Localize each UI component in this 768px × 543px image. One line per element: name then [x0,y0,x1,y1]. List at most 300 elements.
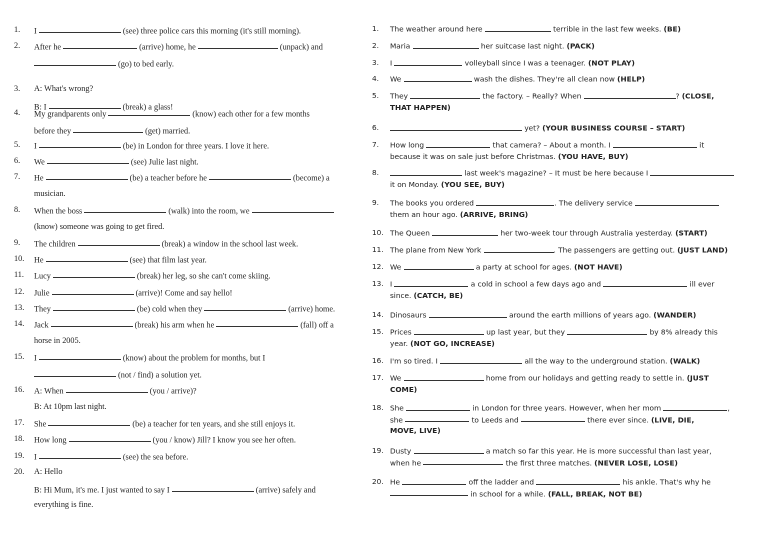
left-question-20 [14,467,359,517]
question-line [34,418,295,428]
question-line [390,91,714,101]
answer-blank[interactable] [390,123,522,131]
answer-blank[interactable] [390,489,468,497]
right-question-12 [372,262,756,274]
question-line [34,451,188,461]
question-text: She [34,419,49,429]
question-text: (see) that film last year. [127,255,207,265]
question-number: 11. [14,270,24,279]
question-number: 3. [372,58,379,67]
question-text: I [34,353,39,363]
left-question-9 [14,238,359,255]
answer-blank[interactable] [209,172,291,180]
question-line [34,189,66,198]
question-number: 6. [14,156,21,165]
question-text: volleyball since I was a teenager. [462,58,589,68]
question-text: (not / find) a solution yet. [116,369,202,379]
question-line [390,140,704,150]
question-text: up last year, but they [483,327,568,337]
question-line [390,279,714,289]
right-question-6 [372,123,756,135]
question-text: I'm so tired. I [390,356,441,366]
question-line [390,41,595,51]
verb-hint: (CATCH, BE) [413,290,463,300]
question-number: 16. [14,385,25,394]
question-text: (arrive) home, he [137,42,198,52]
question-text: (be) in London for three years. I love it here. [120,141,270,151]
question-line [390,103,451,112]
answer-blank[interactable] [53,270,135,278]
question-text: (see) three police cars this morning (it's still morning). [120,26,301,36]
question-number: 17. [372,373,384,382]
right-question-19 [372,446,756,469]
question-text: her suitcase last night. [478,41,567,51]
right-question-16 [372,356,756,368]
answer-blank[interactable] [429,310,507,318]
question-text: (see) the sea before. [120,452,189,462]
question-text: The weather around here [390,24,485,34]
answer-blank[interactable] [46,172,128,180]
question-text: a match so far this year. He is more successful than last year, [483,446,712,456]
answer-blank[interactable] [404,74,472,82]
question-text: (you / know) Jill? I know you see her often. [150,435,296,445]
answer-blank[interactable] [53,303,135,311]
answer-blank[interactable] [613,140,697,148]
question-text: Maria [390,41,413,51]
question-line [34,254,207,264]
question-text: she [390,415,406,425]
verb-hint: (ARRIVE, BRING) [459,209,529,219]
question-number: 18. [14,434,25,443]
question-line [34,402,107,411]
right-question-10 [372,228,756,240]
question-text: when he [390,458,424,468]
right-question-13 [372,279,756,302]
question-text: B: I [34,101,49,111]
answer-blank[interactable] [402,477,466,485]
left-question-15 [14,352,359,385]
question-number: 13. [372,279,384,288]
question-text: (fall) off a [298,320,334,330]
question-text: yet? [522,123,543,133]
question-text: (walk) into the room, we [166,206,252,216]
question-line [34,41,323,51]
answer-blank[interactable] [198,41,278,49]
question-text: B: Hi Mum, it's me. I just wanted to say I [34,484,172,494]
question-line [34,238,298,248]
answer-blank[interactable] [484,245,554,253]
left-question-11 [14,270,359,287]
question-text: (go) to bed early. [116,58,174,68]
question-text: She [390,403,407,413]
question-number: 13. [14,303,25,312]
question-text: (unpack) and [277,42,323,52]
verb-hint: THAT HAPPEN) [390,102,451,112]
question-text: (break) a window in the school last week. [159,239,299,249]
answer-blank[interactable] [521,415,585,423]
question-text: He [34,255,46,265]
question-text: Lucy [34,271,53,281]
question-text: last week's magazine? – It must be here because I [462,168,651,178]
question-text: Prices [390,327,414,337]
question-line [390,228,707,238]
question-number: 17. [14,418,25,427]
right-question-11 [372,245,756,257]
question-line [390,426,441,435]
answer-blank[interactable] [414,327,484,335]
answer-blank[interactable] [73,125,143,133]
question-text: , [727,403,730,413]
question-text: in London for three years. However, when her mom [470,403,664,413]
answer-blank[interactable] [204,303,286,311]
question-line [34,336,81,345]
question-text: How long [390,140,427,150]
question-text: I [390,279,395,289]
question-line [390,477,711,487]
question-text: (be) a teacher before he [127,173,209,183]
question-text: home from our holidays and getting ready to settle in. [483,373,687,383]
left-question-19 [14,451,359,468]
left-question-6 [14,156,359,173]
left-question-2 [14,41,359,74]
question-text: They [34,304,53,314]
answer-blank[interactable] [84,205,166,213]
question-text: (get) married. [143,125,191,135]
verb-hint: (JUST [686,373,709,383]
answer-blank[interactable] [567,327,647,335]
question-number: 19. [14,451,25,460]
question-text: I [34,452,39,462]
question-line [390,339,495,348]
question-text: in school for a while. [468,489,548,499]
verb-hint: (YOUR BUSINESS COURSE – START) [542,123,686,133]
verb-hint: (START) [675,228,708,238]
answer-blank[interactable] [47,156,129,164]
answer-blank[interactable] [440,356,522,364]
question-text: it on Monday. [390,179,442,189]
question-text: A: What's wrong? [34,84,94,93]
question-line [390,356,700,366]
question-text: since. [390,290,414,300]
answer-blank[interactable] [635,198,719,206]
question-text: (arrive) safely and [253,484,316,494]
question-text: The plane from New York [390,245,484,255]
question-text: around the earth millions of years ago. [506,310,654,320]
answer-blank[interactable] [69,434,151,442]
answer-blank[interactable] [46,254,128,262]
question-text: (you / arrive)? [147,386,197,396]
left-question-12 [14,287,359,304]
question-text: Dinosaurs [390,310,429,320]
question-number: 14. [14,319,25,328]
question-text: After he [34,42,64,52]
answer-blank[interactable] [584,91,676,99]
question-number: 20. [14,467,25,476]
question-line [34,484,316,494]
question-text: (break) his arm when he [132,320,217,330]
question-number: 10. [372,228,384,237]
verb-hint: (LIVE, DIE, [651,415,695,425]
question-text: year. [390,338,411,348]
left-question-7 [14,172,359,205]
question-number: 4. [372,74,379,83]
answer-blank[interactable] [39,352,121,360]
answer-blank[interactable] [413,41,479,49]
question-number: 15. [372,327,384,336]
question-line [34,84,93,93]
verb-hint: (FALL, BREAK, NOT BE) [547,489,643,499]
question-line [390,310,696,320]
question-line [390,385,417,394]
question-text: (be) cold when they [134,304,205,314]
answer-blank[interactable] [52,287,134,295]
left-question-5 [14,140,359,157]
question-number: 7. [14,172,21,181]
verb-hint: COME) [390,384,418,394]
answer-blank[interactable] [405,415,469,423]
answer-blank[interactable] [404,373,484,381]
answer-blank[interactable] [432,228,498,236]
question-line [390,198,719,208]
question-line [390,245,728,255]
question-line [34,385,197,395]
question-line [390,168,734,178]
question-line [390,489,642,499]
answer-blank[interactable] [39,451,121,459]
right-question-20 [372,477,756,500]
verb-hint: (YOU SEE, BUY) [441,179,505,189]
question-line [390,58,635,68]
question-text: the first three matches. [503,458,595,468]
right-question-15 [372,327,756,350]
question-text: his ankle. That's why he [620,477,711,487]
question-number: 5. [372,91,379,100]
answer-blank[interactable] [48,418,130,426]
question-text: The books you ordered [390,198,477,208]
question-number: 19. [372,446,384,455]
verb-hint: (YOU HAVE, BUY) [558,151,629,161]
answer-blank[interactable] [476,198,554,206]
question-text: Jack [34,320,51,330]
question-number: 12. [372,262,384,271]
answer-blank[interactable] [603,279,687,287]
question-line [390,446,712,456]
question-text: I [34,141,39,151]
answer-blank[interactable] [51,319,133,327]
question-line [34,467,62,476]
answer-blank[interactable] [216,319,298,327]
left-question-4 [14,108,359,141]
verb-hint: (NOT PLAY) [588,58,635,68]
question-text: (become) a [290,173,330,183]
question-text: to Leeds and [469,415,521,425]
question-text: We [390,74,404,84]
question-line [34,319,334,329]
question-text: (see) Julie last night. [128,157,199,167]
question-number: 2. [14,41,21,50]
question-text: her two-week tour through Australia yesterday. [498,228,676,238]
question-number: 11. [372,245,384,254]
question-line [34,303,335,313]
question-text: ? [675,91,682,101]
question-number: 10. [14,254,25,263]
question-text: . The passengers are getting out. [553,245,678,255]
question-line [34,172,330,182]
answer-blank[interactable] [404,262,474,270]
question-text: them an hour ago. [390,209,460,219]
question-line [34,500,93,509]
answer-blank[interactable] [172,484,254,492]
question-text: horse in 2005. [34,335,81,345]
question-text: Julie [34,288,52,298]
question-text: everything is fine. [34,500,94,509]
right-question-4 [372,74,756,86]
verb-hint: (CLOSE, [681,91,715,101]
verb-hint: (WANDER) [653,310,697,320]
answer-blank[interactable] [406,403,470,411]
question-text: My grandparents only [34,109,109,119]
verb-hint: (BE) [663,24,681,34]
right-question-5 [372,91,756,114]
answer-blank[interactable] [423,458,503,466]
question-text: We [34,157,47,167]
question-text: (break) a glass! [120,101,174,111]
question-line [390,74,645,84]
question-text: (know) each other for a few months [190,109,310,119]
answer-blank[interactable] [485,24,551,32]
question-text: (break) her leg, so she can't come skiing. [134,271,271,281]
question-line [34,434,296,444]
answer-blank[interactable] [426,140,490,148]
question-text: B: At 10pm last night. [34,401,107,411]
question-text: He [390,477,403,487]
answer-blank[interactable] [390,168,462,176]
answer-blank[interactable] [394,279,468,287]
answer-blank[interactable] [394,58,462,66]
question-text: ill ever [687,279,715,289]
question-text: Dusty [390,446,414,456]
left-question-18 [14,434,359,451]
right-question-14 [372,310,756,322]
question-text: by 8% already this [647,327,718,337]
question-number: 9. [372,198,379,207]
question-text: I [34,26,39,36]
answer-blank[interactable] [66,385,148,393]
question-line [34,108,310,118]
answer-blank[interactable] [34,369,116,377]
question-text: there ever since. [584,415,652,425]
question-line [390,24,681,34]
question-text: How long [34,435,69,445]
question-text: The children [34,239,78,249]
left-question-13 [14,303,359,320]
answer-blank[interactable] [536,477,620,485]
question-text: (be) a teacher for ten years, and she still enjoys it. [130,419,296,429]
question-text: We [390,373,404,383]
question-text: before they [34,125,74,135]
right-question-9 [372,198,756,221]
answer-blank[interactable] [78,238,160,246]
answer-blank[interactable] [663,403,730,413]
question-line [390,210,528,219]
verb-hint: (JUST LAND) [677,245,728,255]
left-question-1 [14,25,359,42]
answer-blank[interactable] [650,168,734,176]
question-text: . The delivery service [554,198,635,208]
left-question-10 [14,254,359,271]
question-text: (arrive)! Come and say hello! [133,288,233,298]
question-line [390,262,622,272]
question-number: 9. [14,238,21,247]
question-line [34,270,271,280]
question-text: a party at school for ages. [473,262,575,272]
question-line [390,403,730,413]
question-line [34,352,265,362]
question-text: off the ladder and [466,477,537,487]
verb-hint: (NEVER LOSE, LOSE) [594,458,678,468]
answer-blank[interactable] [252,205,334,213]
question-text: I [390,58,395,68]
answer-blank[interactable] [34,58,116,66]
question-text: terrible in the last few weeks. [550,24,664,34]
question-text: a cold in school a few days ago and [468,279,604,289]
question-line [34,25,301,35]
question-line [34,58,174,68]
question-number: 12. [14,287,25,296]
verb-hint: MOVE, LIVE) [390,426,441,435]
right-question-8 [372,168,756,191]
question-number: 8. [372,168,379,177]
verb-hint: (PACK) [566,41,595,51]
question-line [390,415,694,425]
question-line [34,140,269,150]
verb-hint: (HELP) [617,74,645,84]
answer-blank[interactable] [108,108,190,116]
question-line [390,152,628,161]
answer-blank[interactable] [39,140,121,148]
left-question-17 [14,418,359,435]
question-number: 1. [14,25,21,34]
question-text: (know) someone was going to get fired. [34,221,165,231]
question-line [34,205,334,215]
question-line [390,291,463,300]
answer-blank[interactable] [63,41,137,49]
question-text: musician. [34,188,66,198]
right-question-17 [372,373,756,396]
answer-blank[interactable] [410,91,480,99]
question-number: 8. [14,205,21,214]
question-text: (arrive) home. [286,304,336,314]
question-line [390,180,505,189]
question-number: 16. [372,356,384,365]
answer-blank[interactable] [414,446,484,454]
question-line [390,458,678,468]
question-line [390,123,685,133]
question-text: We [390,262,404,272]
question-text: The Queen [390,228,433,238]
question-line [34,125,190,135]
answer-blank[interactable] [39,25,121,33]
question-number: 14. [372,310,384,319]
question-line [390,373,709,383]
question-number: 7. [372,140,379,149]
question-number: 18. [372,403,384,412]
question-number: 1. [372,24,379,33]
right-question-3 [372,58,756,70]
question-line [34,369,202,379]
question-text: (know) about the problem for months, but I [120,353,266,363]
question-number: 2. [372,41,379,50]
